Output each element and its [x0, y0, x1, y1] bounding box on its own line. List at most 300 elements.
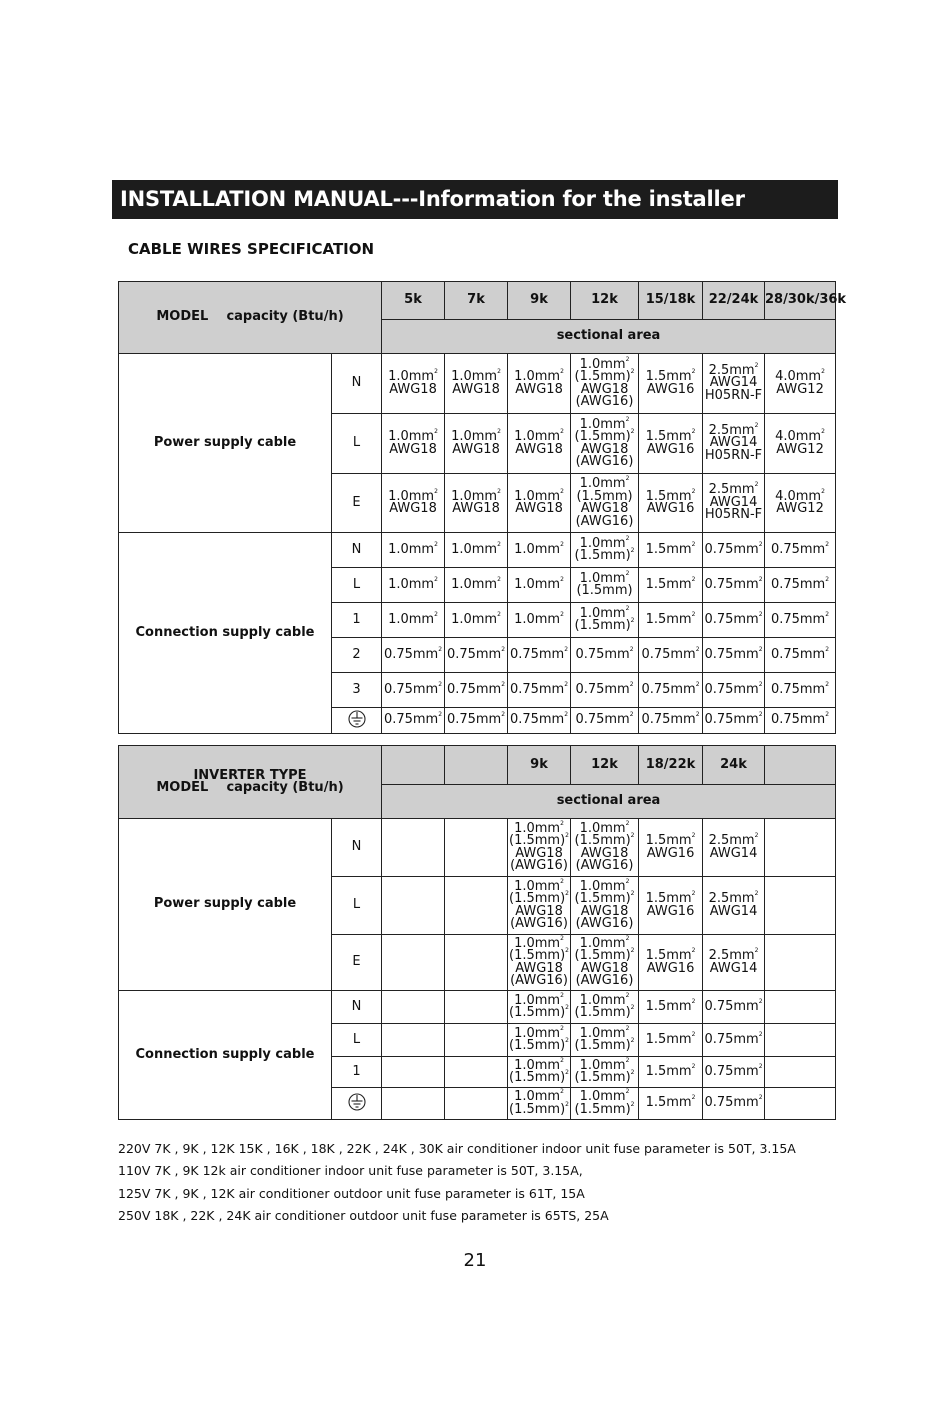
spec-cell	[703, 1088, 765, 1120]
conductor-code	[332, 354, 382, 414]
capacity-header: 5k	[382, 282, 445, 320]
spec-line: (1.5mm)	[576, 488, 633, 504]
spec-line: $0.75mm^2$	[704, 711, 763, 728]
conductor-code	[332, 603, 382, 638]
capacity-header	[765, 746, 836, 785]
spec-line: $1.0mm^2$	[514, 487, 564, 504]
spec-cell	[571, 991, 639, 1024]
spec-cell	[382, 673, 445, 708]
conductor-code	[332, 533, 382, 568]
conductor-code-text: N	[351, 375, 362, 391]
capacity-header: 7k	[445, 282, 508, 320]
spec-line: AWG12	[776, 441, 824, 457]
spec-cell	[382, 354, 445, 414]
spec-line: $1.0mm^2$	[514, 368, 564, 384]
spec-cell	[765, 414, 836, 474]
spec-line: AWG18	[580, 501, 629, 516]
spec-cell	[703, 533, 765, 568]
spec-line: $0.75mm^2$	[704, 575, 763, 592]
spec-cell	[445, 474, 508, 533]
spec-line: AWG16	[646, 845, 695, 861]
spec-cell	[765, 603, 836, 638]
spec-cell	[445, 935, 508, 991]
spec-line: $(1.5mm)^2$	[574, 1100, 635, 1117]
spec-cell	[703, 638, 765, 673]
spec-line: AWG18	[580, 845, 629, 861]
spec-line: $1.5mm^2$	[645, 1030, 696, 1047]
spec-line: $1.0mm^2$	[388, 487, 438, 504]
spec-line: $1.0mm^2$	[451, 428, 501, 444]
spec-line: AWG18	[452, 381, 500, 397]
spec-cell	[508, 877, 571, 935]
spec-cell	[765, 935, 836, 991]
table-row	[119, 991, 836, 1024]
spec-line: $1.5mm^2$	[645, 368, 696, 384]
ground-symbol-icon	[347, 1093, 367, 1115]
spec-cell	[571, 1024, 639, 1057]
spec-line: $1.5mm^2$	[645, 610, 696, 627]
spec-cell	[445, 1088, 508, 1120]
spec-line: (AWG16)	[575, 454, 634, 469]
fuse-notes	[118, 1138, 796, 1227]
note-line: 250V 18K , 22K , 24K air conditioner outdoor unit fuse parameter is 65TS, 25A	[118, 1207, 609, 1223]
capacity-header: 18/22k	[639, 746, 703, 785]
spec-line: $4.0mm^2$	[775, 428, 825, 444]
spec-line: $1.0mm^2$	[579, 991, 630, 1008]
spec-line: AWG16	[646, 960, 695, 976]
spec-line: H05RN-F	[704, 387, 763, 403]
spec-cell	[703, 877, 765, 935]
spec-cell	[445, 673, 508, 708]
conductor-code-text: E	[352, 494, 361, 510]
spec-cell	[765, 819, 836, 877]
ground-symbol-icon	[347, 710, 367, 732]
spec-cell	[445, 1057, 508, 1088]
capacity-header: 28/30k/36k	[765, 282, 836, 320]
table-row	[119, 354, 836, 414]
spec-line: $0.75mm^2$	[575, 711, 634, 728]
spec-cell	[639, 638, 703, 673]
spec-cell	[765, 708, 836, 734]
spec-cell	[571, 474, 639, 533]
spec-cell	[508, 603, 571, 638]
spec-line: $(1.5mm)^2$	[574, 368, 635, 384]
conductor-code-text: L	[352, 435, 361, 451]
spec-line: $1.0mm^2$	[514, 1088, 564, 1104]
spec-line: $0.75mm^2$	[704, 1030, 763, 1047]
spec-line: $(1.5mm)^2$	[574, 832, 635, 848]
spec-cell	[508, 935, 571, 991]
model-label: MODEL	[156, 780, 209, 795]
spec-cell	[765, 533, 836, 568]
conductor-code-text: E	[352, 954, 361, 970]
spec-line: $0.75mm^2$	[383, 645, 443, 662]
spec-cell	[382, 991, 445, 1024]
spec-line: $0.75mm^2$	[575, 645, 634, 662]
spec-line: $(1.5mm)^2$	[509, 947, 569, 963]
conductor-code-text: 1	[352, 1063, 361, 1079]
spec-cell	[639, 991, 703, 1024]
spec-line: (AWG16)	[510, 916, 568, 931]
spec-line: $1.0mm^2$	[451, 487, 501, 504]
conductor-code-text: 2	[352, 646, 361, 662]
spec-cell	[382, 638, 445, 673]
capacity-header: 15/18k	[639, 282, 703, 320]
spec-line: $(1.5mm)^2$	[574, 1037, 635, 1053]
spec-line: $0.75mm^2$	[446, 645, 506, 662]
spec-cell	[445, 638, 508, 673]
spec-line: $1.0mm^2$	[514, 991, 564, 1008]
spec-line: $1.5mm^2$	[645, 997, 696, 1014]
spec-cell	[765, 1088, 836, 1120]
spec-cell	[639, 354, 703, 414]
spec-line: $1.0mm^2$	[514, 819, 564, 836]
spec-line: $1.0mm^2$	[451, 575, 501, 592]
spec-cell	[571, 414, 639, 474]
conductor-code	[332, 991, 382, 1024]
spec-line: $1.0mm^2$	[579, 934, 630, 951]
conductor-code-text: N	[351, 998, 362, 1014]
spec-cell	[571, 1057, 639, 1088]
spec-cell	[703, 819, 765, 877]
spec-line: AWG14	[709, 960, 758, 976]
spec-cell	[703, 474, 765, 533]
spec-line: AWG18	[515, 845, 563, 861]
spec-line: $1.0mm^2$	[579, 355, 630, 372]
spec-cell	[765, 638, 836, 673]
spec-line: $0.75mm^2$	[641, 645, 700, 662]
spec-cell	[445, 991, 508, 1024]
spec-line: $2.5mm^2$	[708, 421, 759, 438]
spec-cell	[445, 1024, 508, 1057]
spec-line: (1.5mm)	[576, 583, 633, 598]
spec-cell	[508, 474, 571, 533]
section-title: CABLE WIRES SPECIFICATION	[128, 240, 375, 258]
spec-line: $(1.5mm)^2$	[574, 890, 635, 906]
spec-line: AWG12	[776, 501, 824, 516]
spec-cell	[508, 1088, 571, 1120]
spec-cell	[639, 474, 703, 533]
spec-cell	[382, 1057, 445, 1088]
spec-cell	[765, 568, 836, 603]
conductor-code-text: 1	[352, 611, 361, 627]
capacity-header: 12k	[571, 746, 639, 785]
spec-cell	[639, 819, 703, 877]
spec-line: $2.5mm^2$	[708, 890, 759, 906]
spec-line: $(1.5mm)^2$	[509, 832, 569, 848]
model-label: MODEL	[156, 309, 209, 325]
conductor-code	[332, 1088, 382, 1120]
model-line	[119, 311, 381, 324]
spec-cell	[639, 935, 703, 991]
spec-cell	[703, 991, 765, 1024]
spec-line: AWG18	[515, 960, 563, 976]
spec-line: $0.75mm^2$	[770, 540, 830, 557]
spec-line: $0.75mm^2$	[770, 610, 830, 627]
spec-cell	[382, 1088, 445, 1120]
spec-cell	[445, 568, 508, 603]
capacity-header: 9k	[508, 746, 571, 785]
spec-line: $0.75mm^2$	[770, 680, 830, 697]
spec-line: $1.5mm^2$	[645, 890, 696, 906]
spec-cell	[508, 414, 571, 474]
conductor-code	[332, 568, 382, 603]
spec-cell	[703, 354, 765, 414]
connection-supply-cable-label: Connection supply cable	[119, 991, 332, 1120]
conductor-code	[332, 1024, 382, 1057]
spec-cell	[382, 708, 445, 734]
spec-cell	[639, 1088, 703, 1120]
spec-line: $1.0mm^2$	[388, 610, 438, 627]
spec-cell	[639, 568, 703, 603]
spec-line: $(1.5mm)^2$	[509, 1004, 569, 1020]
spec-line: AWG16	[646, 441, 695, 457]
spec-cell	[571, 708, 639, 734]
conductor-code	[332, 935, 382, 991]
spec-line: (AWG16)	[510, 973, 568, 988]
spec-line: $1.0mm^2$	[388, 575, 438, 592]
spec-cell	[571, 603, 639, 638]
spec-cell	[508, 638, 571, 673]
spec-line: $0.75mm^2$	[704, 610, 763, 627]
spec-line: AWG18	[515, 441, 563, 457]
spec-line: $0.75mm^2$	[704, 1094, 763, 1111]
spec-line: $1.5mm^2$	[645, 575, 696, 592]
capacity-label: capacity (Btu/h)	[226, 780, 344, 795]
spec-cell	[445, 533, 508, 568]
spec-line: $1.0mm^2$	[514, 1024, 564, 1041]
spec-line: AWG14	[709, 845, 758, 861]
conductor-code-text: L	[352, 897, 361, 913]
spec-line: $1.0mm^2$	[579, 534, 630, 551]
spec-line: $1.0mm^2$	[388, 428, 438, 444]
spec-cell	[639, 877, 703, 935]
spec-line: $(1.5mm)^2$	[574, 1004, 635, 1020]
spec-line: $(1.5mm)^2$	[509, 1100, 569, 1117]
spec-line: $4.0mm^2$	[775, 487, 825, 504]
spec-line: $1.5mm^2$	[645, 540, 696, 557]
power-supply-cable-label: Power supply cable	[119, 354, 332, 533]
spec-cell	[382, 877, 445, 935]
spec-line: $0.75mm^2$	[446, 680, 506, 697]
spec-cell	[382, 935, 445, 991]
spec-line: $1.0mm^2$	[579, 475, 630, 491]
spec-line: $0.75mm^2$	[383, 680, 443, 697]
spec-cell	[508, 533, 571, 568]
spec-cell	[703, 1057, 765, 1088]
spec-line: $1.0mm^2$	[388, 368, 438, 384]
spec-cell	[571, 568, 639, 603]
spec-line: $(1.5mm)^2$	[574, 947, 635, 963]
spec-cell	[639, 708, 703, 734]
spec-line: $0.75mm^2$	[770, 711, 830, 728]
spec-line: (AWG16)	[575, 916, 634, 931]
spec-line: $(1.5mm)^2$	[509, 1069, 569, 1085]
spec-line: (AWG16)	[575, 513, 634, 529]
spec-cell	[571, 877, 639, 935]
spec-cell	[508, 708, 571, 734]
spec-line: $0.75mm^2$	[641, 711, 700, 728]
spec-cell	[639, 533, 703, 568]
spec-line: AWG18	[389, 381, 437, 397]
spec-cell	[765, 991, 836, 1024]
spec-cell	[571, 673, 639, 708]
spec-cell	[508, 991, 571, 1024]
spec-line: $0.75mm^2$	[383, 711, 443, 728]
model-line	[119, 782, 381, 795]
spec-line: AWG18	[452, 501, 500, 516]
spec-cell	[703, 1024, 765, 1057]
spec-cell	[508, 354, 571, 414]
conductor-code-text: N	[351, 541, 362, 557]
cable-spec-table	[118, 281, 847, 734]
spec-line: $0.75mm^2$	[770, 645, 830, 662]
spec-cell	[571, 533, 639, 568]
spec-cell	[382, 1024, 445, 1057]
spec-cell	[765, 673, 836, 708]
spec-cell	[703, 568, 765, 603]
spec-line: H05RN-F	[704, 447, 763, 463]
conductor-code	[332, 474, 382, 533]
spec-line: AWG16	[646, 501, 695, 516]
spec-cell	[703, 414, 765, 474]
conductor-code	[332, 819, 382, 877]
spec-line: $4.0mm^2$	[775, 368, 825, 384]
spec-line: $1.0mm^2$	[514, 934, 564, 951]
spec-line: AWG18	[515, 381, 563, 397]
spec-cell	[765, 474, 836, 533]
spec-line: $1.5mm^2$	[645, 428, 696, 444]
spec-line: $1.5mm^2$	[645, 832, 696, 848]
conductor-code-text: 3	[352, 681, 361, 697]
spec-line: $1.0mm^2$	[579, 877, 630, 894]
spec-cell	[382, 474, 445, 533]
conductor-code-text: L	[352, 1031, 361, 1047]
spec-cell	[765, 877, 836, 935]
spec-cell	[382, 568, 445, 603]
conductor-code-text: L	[352, 576, 361, 592]
spec-line: $1.5mm^2$	[645, 1062, 696, 1079]
spec-line: $0.75mm^2$	[575, 680, 634, 697]
spec-line: $0.75mm^2$	[770, 575, 830, 592]
model-capacity-header	[119, 282, 382, 354]
spec-line: $(1.5mm)^2$	[574, 428, 635, 444]
spec-line: $1.5mm^2$	[645, 1094, 696, 1111]
page-banner: INSTALLATION MANUAL---Information for the installer	[112, 180, 838, 219]
capacity-header	[445, 746, 508, 785]
spec-line: $0.75mm^2$	[509, 711, 569, 728]
spec-line: $1.0mm^2$	[514, 610, 564, 627]
spec-cell	[382, 603, 445, 638]
spec-cell	[639, 1024, 703, 1057]
spec-line: $1.0mm^2$	[579, 1024, 630, 1041]
spec-cell	[571, 638, 639, 673]
spec-line: $1.0mm^2$	[579, 569, 630, 586]
conductor-code	[332, 673, 382, 708]
spec-line: $0.75mm^2$	[704, 1062, 763, 1079]
table-row	[119, 533, 836, 568]
capacity-header: 12k	[571, 282, 639, 320]
spec-line: $2.5mm^2$	[708, 361, 759, 378]
conductor-code-text: N	[351, 839, 362, 855]
spec-line: AWG18	[515, 501, 563, 516]
spec-cell	[703, 673, 765, 708]
spec-line: AWG18	[580, 960, 629, 976]
spec-cell	[765, 354, 836, 414]
spec-line: $1.0mm^2$	[579, 1056, 630, 1073]
spec-cell	[508, 673, 571, 708]
spec-line: $(1.5mm)^2$	[509, 1037, 569, 1053]
spec-line: AWG12	[776, 381, 824, 397]
spec-line: AWG14	[709, 375, 758, 391]
capacity-header	[382, 746, 445, 785]
spec-line: $2.5mm^2$	[708, 832, 759, 848]
spec-line: $(1.5mm)^2$	[574, 1069, 635, 1085]
spec-cell	[508, 819, 571, 877]
spec-line: $1.0mm^2$	[579, 1088, 630, 1104]
spec-line: $1.0mm^2$	[514, 1056, 564, 1073]
spec-line: AWG18	[515, 903, 563, 919]
spec-line: $(1.5mm)^2$	[574, 547, 635, 563]
spec-line: AWG18	[389, 501, 437, 516]
conductor-code	[332, 638, 382, 673]
spec-line: $1.0mm^2$	[514, 540, 564, 557]
spec-line: AWG18	[580, 441, 629, 457]
capacity-header: 22/24k	[703, 282, 765, 320]
spec-cell	[508, 1024, 571, 1057]
spec-cell	[703, 708, 765, 734]
spec-line: (AWG16)	[510, 858, 568, 873]
spec-line: $0.75mm^2$	[446, 711, 506, 728]
spec-line: $0.75mm^2$	[509, 645, 569, 662]
capacity-header: 24k	[703, 746, 765, 785]
spec-line: AWG18	[452, 441, 500, 457]
conductor-code	[332, 414, 382, 474]
spec-cell	[445, 414, 508, 474]
spec-line: $0.75mm^2$	[509, 680, 569, 697]
spec-line: $2.5mm^2$	[708, 481, 759, 498]
spec-cell	[508, 568, 571, 603]
spec-line: AWG14	[709, 435, 758, 451]
spec-cell	[445, 708, 508, 734]
spec-line: (AWG16)	[575, 394, 634, 409]
spec-line: $1.0mm^2$	[579, 415, 630, 432]
spec-cell	[382, 533, 445, 568]
power-supply-cable-label: Power supply cable	[119, 819, 332, 991]
spec-line: (AWG16)	[575, 973, 634, 988]
conductor-code	[332, 1057, 382, 1088]
spec-line: $1.0mm^2$	[451, 368, 501, 384]
model-capacity-header	[119, 746, 382, 819]
spec-cell	[571, 354, 639, 414]
spec-cell	[639, 414, 703, 474]
spec-line: AWG18	[389, 441, 437, 457]
spec-line: AWG16	[646, 381, 695, 397]
spec-line: $1.0mm^2$	[514, 428, 564, 444]
spec-cell	[571, 935, 639, 991]
spec-cell	[445, 354, 508, 414]
conductor-code	[332, 708, 382, 734]
spec-line: AWG18	[580, 381, 629, 397]
spec-cell	[382, 819, 445, 877]
spec-line: $0.75mm^2$	[704, 645, 763, 662]
spec-line: $1.0mm^2$	[514, 877, 564, 894]
spec-line: $0.75mm^2$	[704, 997, 763, 1014]
spec-cell	[639, 1057, 703, 1088]
spec-cell	[445, 603, 508, 638]
spec-line: $1.5mm^2$	[645, 487, 696, 504]
spec-cell	[765, 1024, 836, 1057]
